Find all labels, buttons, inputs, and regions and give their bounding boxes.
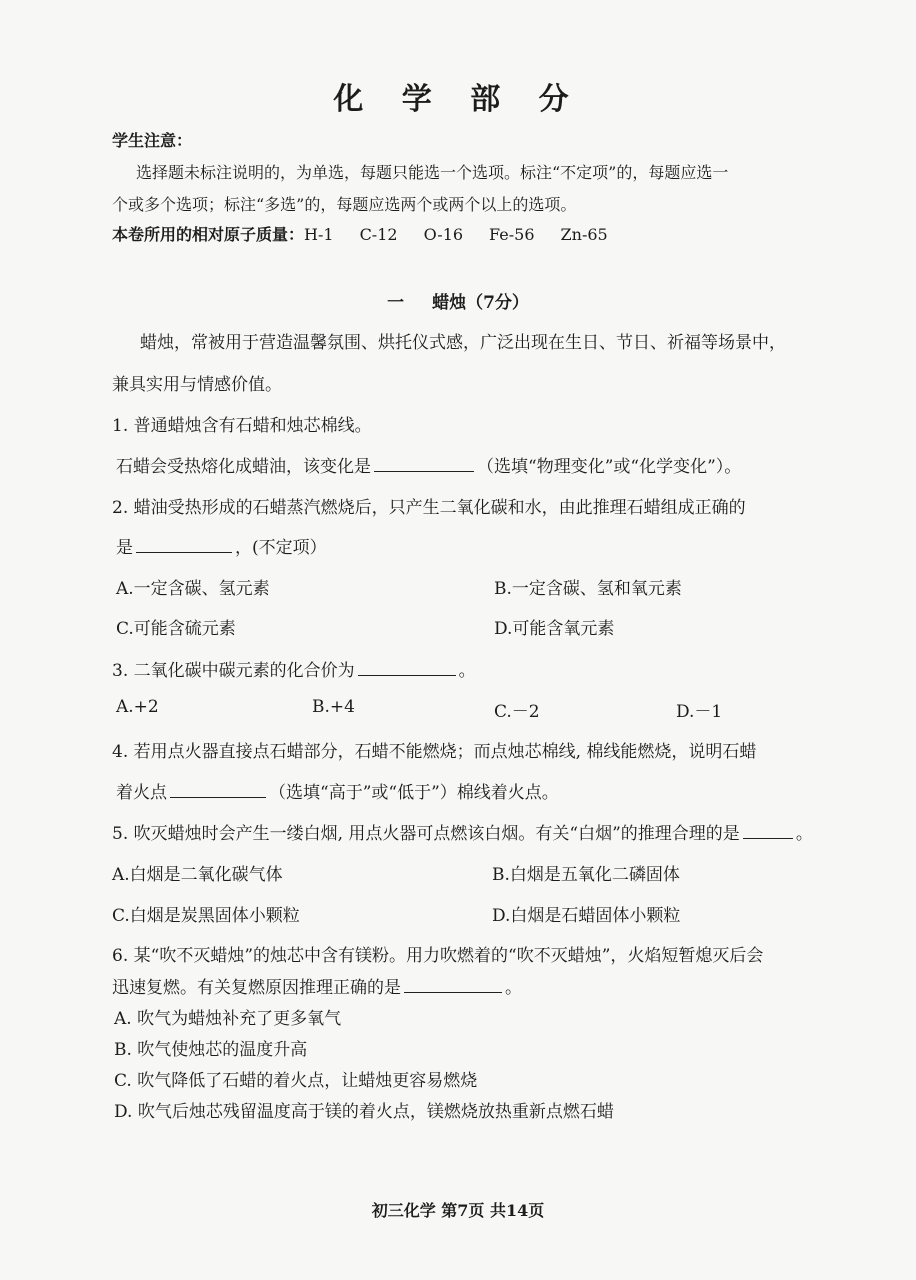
atomic-mass-line (112, 222, 608, 245)
q2-option-c: C.可能含硫元素 (116, 619, 236, 639)
q3-option-b: B.+4 (312, 697, 355, 717)
atomic-mass-zn: Zn-65 (560, 225, 608, 244)
q4-line-2 (116, 778, 559, 803)
q3-text-after: 。 (458, 661, 476, 681)
notice-heading: 学生注意： (112, 131, 193, 150)
section-title (0, 288, 916, 313)
atomic-mass-fe: Fe-56 (489, 225, 535, 244)
page-footer: 初三化学 第7页 共14页 (371, 1201, 545, 1220)
q6-text-before: 迅速复燃。有关复燃原因推理正确的是 (112, 978, 401, 998)
q5-option-d: D.白烟是石蜡固体小颗粒 (492, 906, 681, 926)
atomic-mass-o: O-16 (423, 225, 464, 244)
section-number: 一 (387, 293, 405, 313)
q2-text-after: ，(不定项） (235, 538, 327, 558)
q5-option-b: B.白烟是五氧化二磷固体 (492, 865, 680, 885)
q1-line-2 (116, 452, 741, 477)
q2-line-2 (116, 533, 327, 558)
notice-line-1: 选择题未标注说明的，为单选，每题只能选一个选项。标注“不定项”的，每题应选一 (136, 163, 729, 182)
section-intro-1: 蜡烛，常被用于营造温馨氛围、烘托仪式感，广泛出现在生日、节日、祈福等场景中， (140, 333, 786, 353)
atomic-mass-c: C-12 (359, 225, 398, 244)
q4-text-after: （选填“高于”或“低于”）棉线着火点。 (269, 783, 559, 803)
page-title: 化 学 部 分 (333, 82, 583, 117)
q3-option-c: C.－2 (494, 702, 540, 722)
q2-option-a: A.一定含碳、氢元素 (116, 579, 270, 599)
q6-text-after: 。 (505, 978, 522, 998)
q2-text-before: 是 (116, 538, 133, 558)
q1-text-after: （选填“物理变化”或“化学变化”）。 (477, 457, 742, 477)
q3-text-before: 3. 二氧化碳中碳元素的化合价为 (112, 661, 355, 681)
q5-option-c: C.白烟是炭黑固体小颗粒 (112, 906, 300, 926)
q5-text-before: 5. 吹灭蜡烛时会产生一缕白烟, 用点火器可点燃该白烟。有关“白烟”的推理合理的是 (112, 824, 740, 844)
q2-option-b: B.一定含碳、氢和氧元素 (494, 579, 682, 599)
q1-text-before: 石蜡会受热熔化成蜡油，该变化是 (116, 457, 371, 477)
section-name: 蜡烛（7分） (432, 293, 529, 313)
q6-option-b: B. 吹气使烛芯的温度升高 (114, 1040, 308, 1060)
q5-option-a: A.白烟是二氧化碳气体 (112, 865, 283, 885)
q5-answer-blank[interactable] (743, 822, 793, 839)
q2-option-d: D.可能含氧元素 (494, 619, 615, 639)
q6-answer-blank[interactable] (404, 976, 502, 993)
notice-line-2: 个或多个选项；标注“多选”的，每题应选两个或两个以上的选项。 (112, 195, 577, 214)
q3-stem (112, 656, 476, 681)
q6-option-d: D. 吹气后烛芯残留温度高于镁的着火点，镁燃烧放热重新点燃石蜡 (114, 1102, 614, 1122)
q5-stem (112, 819, 813, 844)
atomic-mass-h: H-1 (304, 225, 334, 244)
q3-option-a: A.+2 (116, 697, 159, 717)
q4-answer-blank[interactable] (170, 781, 266, 798)
q5-text-after: 。 (795, 824, 813, 844)
q2-stem: 2. 蜡油受热形成的石蜡蒸汽燃烧后，只产生二氧化碳和水，由此推理石蜡组成正确的 (112, 498, 746, 518)
q4-stem: 4. 若用点火器直接点石蜡部分，石蜡不能燃烧；而点烛芯棉线, 棉线能燃烧，说明石蜡 (112, 742, 757, 762)
q1-answer-blank[interactable] (374, 455, 474, 472)
q6-option-c: C. 吹气降低了石蜡的着火点，让蜡烛更容易燃烧 (114, 1071, 478, 1091)
q1-stem: 1. 普通蜡烛含有石蜡和烛芯棉线。 (112, 416, 372, 436)
q3-option-d: D.－1 (676, 702, 723, 722)
q6-option-a: A. 吹气为蜡烛补充了更多氧气 (114, 1009, 342, 1029)
q6-stem: 6. 某“吹不灭蜡烛”的烛芯中含有镁粉。用力吹燃着的“吹不灭蜡烛”，火焰短暂熄灭后会 (112, 946, 764, 966)
atomic-mass-label: 本卷所用的相对原子质量： (112, 225, 305, 244)
q2-answer-blank[interactable] (136, 536, 232, 553)
section-intro-2: 兼具实用与情感价值。 (112, 375, 282, 395)
q6-line-2 (112, 973, 522, 998)
q4-text-before: 着火点 (116, 783, 167, 803)
q3-answer-blank[interactable] (358, 659, 456, 676)
